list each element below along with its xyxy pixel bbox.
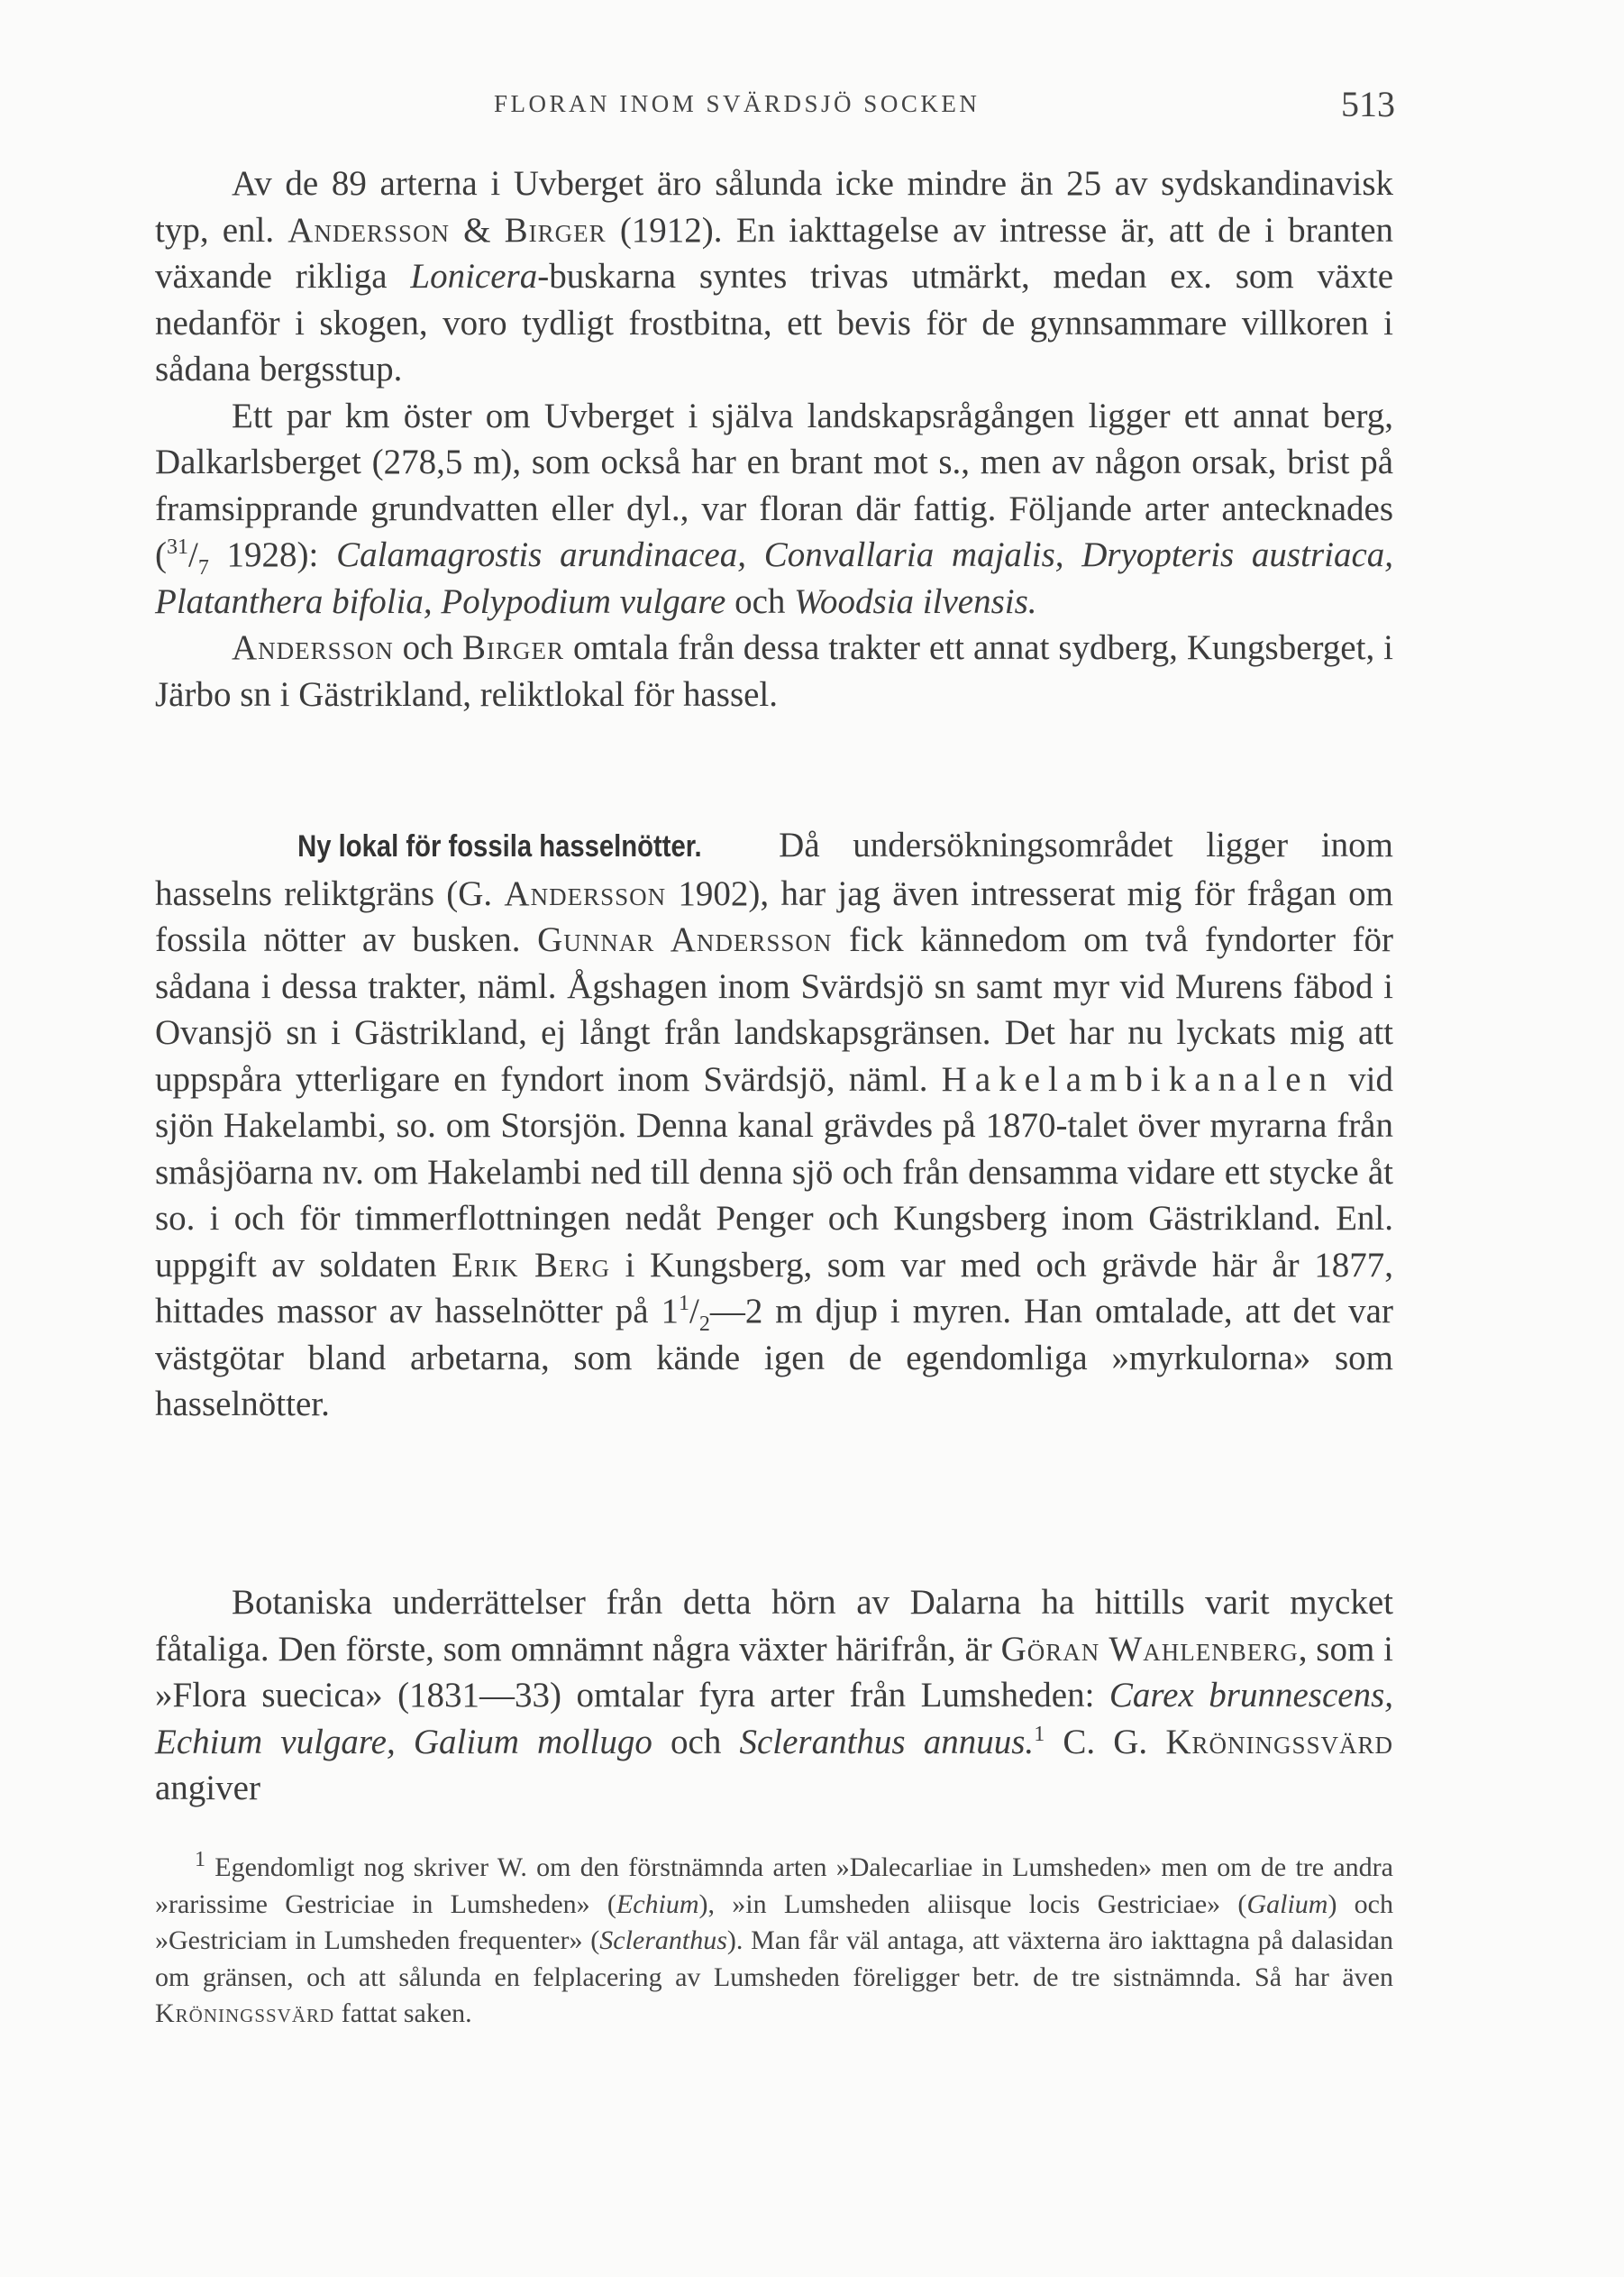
- running-title: FLORAN INOM SVÄRDSJÖ SOCKEN: [494, 90, 981, 117]
- species-name: Carex brunnescens,: [1109, 1676, 1393, 1715]
- species-name: Woodsia ilvensis.: [794, 581, 1037, 621]
- species-name: Lonicera: [410, 257, 538, 296]
- author-name: Birger: [504, 210, 607, 250]
- author-name: Erik Berg: [452, 1245, 611, 1285]
- paragraph-hasselnotter: Ny lokal för fossila hasselnötter. Då undersökningsområdet ligger inom hasselns reliktgräns (G. Andersson 1902), har jag även intresserat mig för frågan om fossila nötter av busken. Gunnar Andersson fick kännedom om två fyndorter för sådana i dessa trakter, näml. Ågshagen inom Svärdsjö sn samt myr vid Murens fäbod i Ovansjö sn i Gästrikland, ej långt från landskapsgränsen. Det har nu lyckats mig att uppspåra ytterligare en fyndort inom Svärdsjö, näml. Hakelambikanalen vid sjön Hakelambi, so. om Storsjön. Denna kanal grävdes på 1870-talet över myrarna från småsjöarna nv. om Hakelambi ned till denna sjö och från densamma vidare ett stycke åt so. i och för timmerflottningen nedåt Penger och Kungsberg inom Gästrikland. Enl. uppgift av soldaten Erik Berg i Kungsberg, som var med och grävde här år 1877, hittades massor av hasselnötter på $1^1/_2—2$ m djup i myren. Han omtalade, att det var västgötar bland arbetarna, som kände igen de egendomliga »myrkulorna» som hasselnötter.: [155, 826, 1393, 1423]
- author-name: Kröningssvärd: [1165, 1722, 1394, 1761]
- text-block-3: [155, 1579, 1393, 1812]
- author-name: Birger: [461, 628, 564, 667]
- author-name: Gunnar Andersson: [537, 920, 833, 959]
- author-name: Andersson: [287, 210, 450, 250]
- footnote-marker: 1: [195, 1848, 205, 1871]
- footnote-block: [155, 1850, 1393, 2033]
- text-block-1: [155, 160, 1393, 718]
- species-name: Calamagrostis arundinacea,: [336, 535, 746, 574]
- author-name: Andersson: [504, 873, 667, 913]
- author-name: Kröningssvärd: [155, 1998, 335, 2028]
- page-number: 513: [1341, 84, 1395, 124]
- species-name: Scleranthus annuus.: [739, 1722, 1035, 1761]
- running-head: [0, 83, 1624, 128]
- footnote-reference: 1: [1034, 1722, 1045, 1746]
- paragraph-uvberget: Av de 89 arterna i Uvberget äro sålunda icke mindre än 25 av sydskandinavisk typ, enl. Andersson & Birger (1912). En iakttagelse av intresse är, att de i branten växande rikliga Lonicera-buskarna syntes trivas utmärkt, medan ex. som växte nedanför i skogen, voro tydligt frostbitna, ett bevis för de gynnsammare villkoren i sådana bergsstup.: [155, 164, 1394, 389]
- spaced-place-name: Hakelambikanalen: [941, 1059, 1336, 1099]
- species-name: Scleranthus: [599, 1925, 727, 1955]
- species-name: Galium: [1246, 1888, 1328, 1919]
- paragraph-botaniska: Botaniska underrättelser från detta hörn av Dalarna ha hittills varit mycket fåtaliga. Den förste, som omnämnt några växter härifrån, är Göran Wahlenberg, som i »Flora suecica» (1831—33) omtalar fyra arter från Lumsheden: Carex brunnescens, Echium vulgare, Galium mollugo och Scleranthus annuus.$^1$ C. G. Kröningssvärd angiver: [155, 1583, 1394, 1807]
- author-name: Göran Wahlenberg: [1000, 1629, 1299, 1669]
- species-name: Echium: [616, 1888, 699, 1919]
- text-block-2: [155, 822, 1393, 1428]
- species-name: Convallaria majalis,: [763, 535, 1064, 574]
- author-name: Andersson: [232, 628, 394, 667]
- species-name: Polypodium vulgare: [441, 581, 726, 621]
- paragraph-kungsberget: Andersson och Birger omtala från dessa trakter ett annat sydberg, Kungsberget, i Järbo sn i Gästrikland, reliktlokal för hassel.: [155, 628, 1394, 714]
- species-name: Dryopteris austriaca,: [1081, 535, 1394, 574]
- species-name: Galium mollugo: [413, 1722, 652, 1761]
- footnote: $^1$ Egendomligt nog skriver W. om den förstnämnda arten »Dalecarliae in Lumsheden» men om de tre andra »rarissime Gestriciae in Lumsheden» (Echium), »in Lumsheden aliisque locis Gestriciae» (Galium) och »Gestriciam in Lumsheden frequenter» (Scleranthus). Man får väl antaga, att växterna äro iakttagna på dalasidan om gränsen, och att sålunda en felplacering av Lumsheden föreligger betr. de tre sistnämnda. Så har även Kröningssvärd fattat saken.: [155, 1848, 1394, 2028]
- section-heading: Ny lokal för fossila hasselnötter.: [297, 829, 702, 864]
- species-name: Platanthera bifolia,: [155, 581, 433, 621]
- species-name: Echium vulgare,: [155, 1722, 396, 1761]
- paragraph-dalkarlsberget: Ett par km öster om Uvberget i själva landskapsrågången ligger ett annat berg, Dalkarlsberget (278,5 m), som också har en brant mot s., men av någon orsak, brist på framsipprande grundvatten eller dyl., var floran där fattig. Följande arter antecknades ($^{31}/_7$ 1928): Calamagrostis arundinacea, Convallaria majalis, Dryopteris austriaca, Platanthera bifolia, Polypodium vulgare och Woodsia ilvensis.: [155, 396, 1394, 621]
